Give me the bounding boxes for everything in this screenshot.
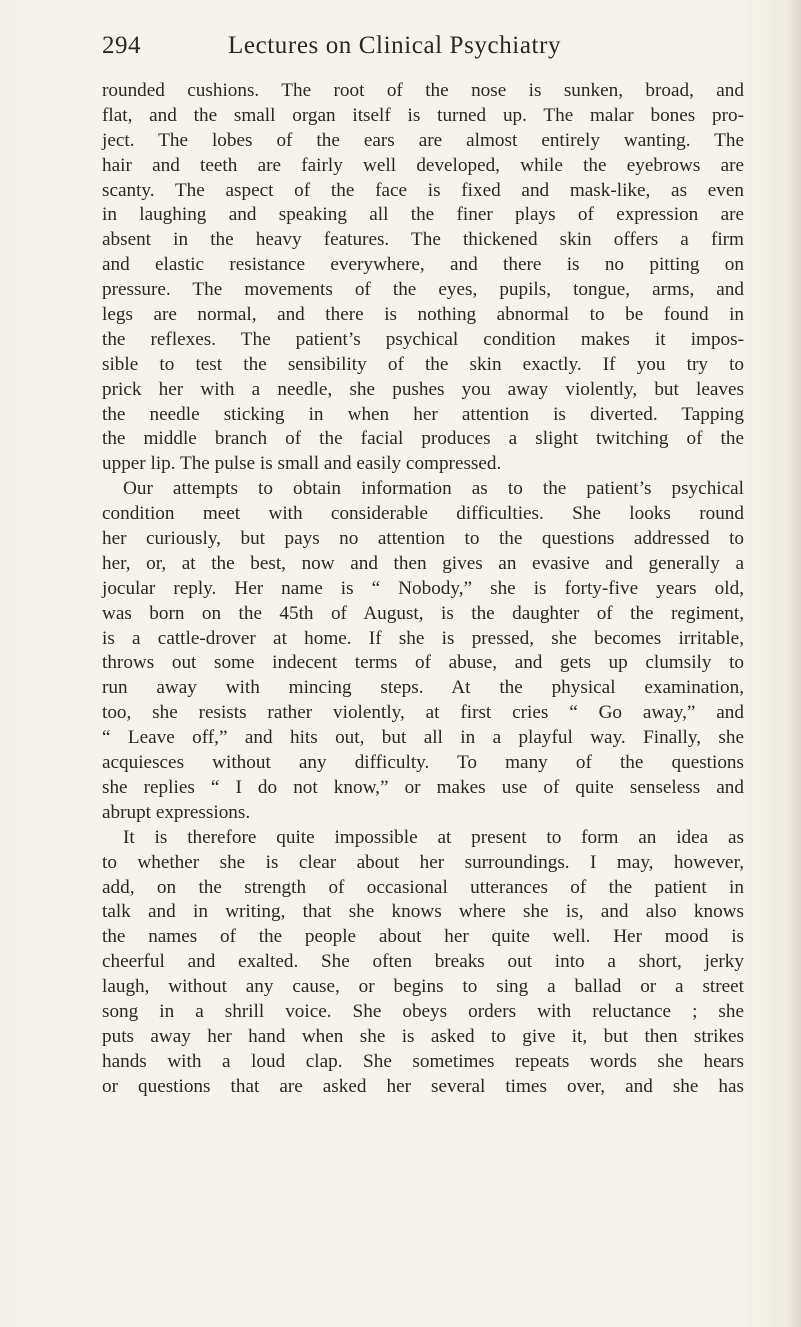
text-line: the names of the people about her quite well. Her mood is xyxy=(102,926,744,948)
text-line: cheerful and exalted. She often breaks out into a short, jerky xyxy=(102,951,744,973)
text-line: she replies “ I do not know,” or makes use of quite senseless and xyxy=(102,776,744,798)
text-line: hair and teeth are fairly well developed, while the eyebrows are xyxy=(102,154,744,176)
text-line: prick her with a needle, she pushes you away violently, but leaves xyxy=(102,378,744,400)
text-line: the needle sticking in when her attention is diverted. Tapping xyxy=(102,403,744,425)
body-text xyxy=(102,79,744,1100)
text-line: jocular reply. Her name is “ Nobody,” she is forty-five years old, xyxy=(102,577,744,599)
text-line: her, or, at the best, now and then gives an evasive and generally a xyxy=(102,552,744,574)
text-line: in laughing and speaking all the finer plays of expression are xyxy=(102,204,744,226)
text-line: the reflexes. The patient’s psychical condition makes it impos- xyxy=(102,328,744,350)
page-number: 294 xyxy=(102,32,141,59)
text-line: ject. The lobes of the ears are almost entirely wanting. The xyxy=(102,129,744,151)
text-line: is a cattle-drover at home. If she is pressed, she becomes irritable, xyxy=(102,627,744,649)
page-edge-shadow xyxy=(787,0,801,1327)
text-line: condition meet with considerable difficulties. She looks round xyxy=(102,503,744,525)
text-line: flat, and the small organ itself is turned up. The malar bones pro- xyxy=(102,104,744,126)
text-line: acquiesces without any difficulty. To many of the questions xyxy=(102,752,744,774)
text-line: rounded cushions. The root of the nose is sunken, broad, and xyxy=(102,80,744,101)
text-line: laugh, without any cause, or begins to sing a ballad or a street xyxy=(102,976,744,998)
text-line: legs are normal, and there is nothing abnormal to be found in xyxy=(102,304,744,326)
text-line: song in a shrill voice. She obeys orders with reluctance ; she xyxy=(102,1000,744,1022)
text-line: or questions that are asked her several times over, and she has xyxy=(102,1075,744,1097)
text-line: talk and in writing, that she knows where she is, and also knows xyxy=(102,901,744,923)
running-title: Lectures on Clinical Psychiatry xyxy=(228,32,562,59)
text-line: It is therefore quite impossible at present to form an idea as xyxy=(123,826,744,848)
page-header xyxy=(102,30,742,74)
text-line: pressure. The movements of the eyes, pupils, tongue, arms, and xyxy=(102,279,744,301)
text-line: “ Leave off,” and hits out, but all in a playful way. Finally, she xyxy=(102,727,744,749)
text-line: add, on the strength of occasional utterances of the patient in xyxy=(102,876,744,898)
text-line: to whether she is clear about her surroundings. I may, however, xyxy=(102,851,744,873)
text-line: run away with mincing steps. At the physical examination, xyxy=(102,677,744,699)
text-line: absent in the heavy features. The thickened skin offers a firm xyxy=(102,229,744,251)
text-line: upper lip. The pulse is small and easily compressed. xyxy=(102,453,502,475)
text-line: sible to test the sensibility of the skin exactly. If you try to xyxy=(102,353,744,375)
text-line: abrupt expressions. xyxy=(102,801,251,823)
text-line: Our attempts to obtain information as to the patient’s psychical xyxy=(123,478,744,500)
text-line: was born on the 45th of August, is the daughter of the regiment, xyxy=(102,602,744,624)
text-line: throws out some indecent terms of abuse, and gets up clumsily to xyxy=(102,652,744,674)
text-line: too, she resists rather violently, at first cries “ Go away,” and xyxy=(102,702,744,724)
text-line: the middle branch of the facial produces a slight twitching of the xyxy=(102,428,744,450)
text-line: her curiously, but pays no attention to the questions addressed to xyxy=(102,528,744,550)
text-line: and elastic resistance everywhere, and there is no pitting on xyxy=(102,254,744,276)
text-line: hands with a loud clap. She sometimes repeats words she hears xyxy=(102,1050,744,1072)
text-line: scanty. The aspect of the face is fixed and mask-like, as even xyxy=(102,179,744,201)
text-line: puts away her hand when she is asked to give it, but then strikes xyxy=(102,1025,744,1047)
